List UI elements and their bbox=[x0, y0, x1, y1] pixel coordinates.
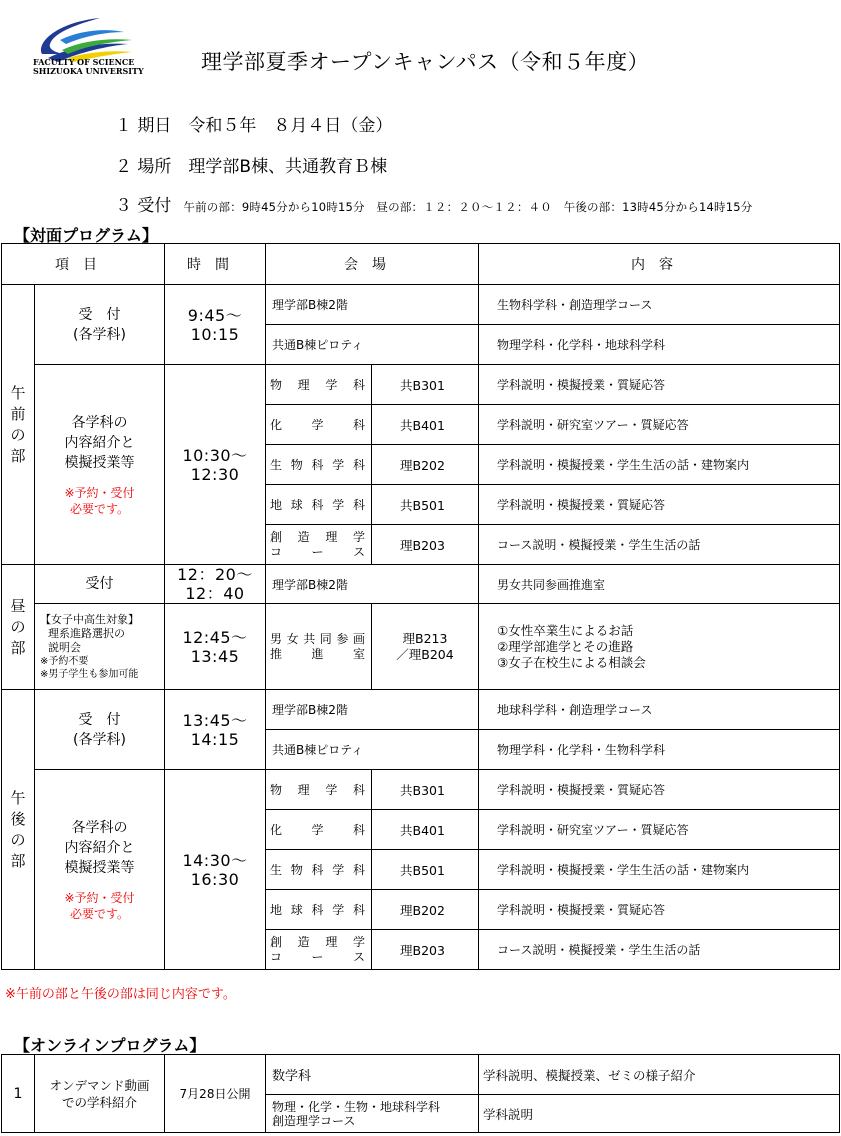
item-line: 模擬授業等 bbox=[64, 859, 135, 876]
dept-char: 学 bbox=[332, 863, 345, 877]
room-cell: 理B202 bbox=[372, 890, 479, 930]
noon-program-time bbox=[165, 604, 266, 690]
morning-reception-time bbox=[165, 285, 266, 365]
room-line: ／理B204 bbox=[396, 646, 454, 662]
online-table bbox=[1, 1054, 840, 1133]
morning-program-time bbox=[165, 365, 266, 565]
time-line: 12:30 bbox=[190, 464, 240, 484]
dept-char: 造 bbox=[297, 529, 310, 544]
label-char: 午 bbox=[10, 383, 26, 402]
dept-cell bbox=[266, 445, 372, 485]
table-row bbox=[2, 690, 840, 730]
afternoon-program-time bbox=[165, 770, 266, 970]
venue-cell: 共通B棟ピロティ bbox=[266, 730, 479, 770]
dept-char: ス bbox=[352, 949, 365, 964]
dept-char: 創 bbox=[270, 934, 283, 949]
section-online: 【オンラインプログラム】 bbox=[14, 1036, 206, 1055]
dept-char: ー bbox=[311, 949, 324, 964]
dept-char: 学 bbox=[332, 903, 345, 917]
item-line: (各学科) bbox=[73, 731, 126, 748]
header-content: 内容 bbox=[479, 244, 840, 285]
dept-char: 学 bbox=[325, 378, 338, 392]
dept-char: 創 bbox=[270, 529, 283, 544]
table-header-row bbox=[2, 244, 840, 285]
content-line: ①女性卒業生によるお話 bbox=[497, 622, 634, 638]
room-cell: 共B501 bbox=[372, 850, 479, 890]
dept-cell bbox=[266, 525, 372, 565]
dept-char: 学 bbox=[332, 498, 345, 512]
dept-char: 物 bbox=[270, 783, 283, 797]
time-line: 12：40 bbox=[185, 584, 245, 603]
time-line: 13:45〜 bbox=[182, 710, 248, 730]
label-char: の bbox=[10, 830, 26, 849]
header-item: 項目 bbox=[2, 244, 165, 285]
dept-char: 学 bbox=[311, 418, 324, 432]
subject-line: 物理・化学・生物・地球科学科 bbox=[272, 1099, 441, 1114]
dept-char: 地 bbox=[270, 903, 283, 917]
dept-char: 地 bbox=[270, 498, 283, 512]
note-line: ※予約・受付 bbox=[64, 890, 135, 905]
dept-char: 科 bbox=[311, 863, 324, 877]
logo-text bbox=[33, 58, 144, 76]
dept-char: 科 bbox=[352, 418, 365, 432]
dept-char: 科 bbox=[311, 903, 324, 917]
content-cell: 物理学科・化学科・地球科学科 bbox=[479, 325, 840, 365]
reception-label: ３ 受付 bbox=[115, 196, 172, 216]
dept-char: 男 bbox=[270, 631, 283, 646]
dept-cell bbox=[266, 930, 372, 970]
dept-char: 理 bbox=[325, 934, 338, 949]
room-cell: 理B203 bbox=[372, 930, 479, 970]
note-line: ※男子学生も参加可能 bbox=[40, 668, 139, 680]
dept-char: 参 bbox=[336, 631, 349, 646]
dept-char: 共 bbox=[303, 631, 316, 646]
info-date: １ 期日 令和５年 ８月４日（金） bbox=[115, 116, 393, 136]
dept-cell bbox=[266, 770, 372, 810]
content-cell: 生物科学科・創造理学コース bbox=[479, 285, 840, 325]
room-cell: 共B401 bbox=[372, 810, 479, 850]
item-line: 【女子中高生対象】 bbox=[40, 612, 139, 626]
label-char: 前 bbox=[10, 404, 26, 423]
item-line: 内容紹介と bbox=[64, 839, 135, 856]
content-cell: 地球科学科・創造理学コース bbox=[479, 690, 840, 730]
dept-cell bbox=[266, 485, 372, 525]
content-cell: 学科説明・模擬授業・学生生活の話・建物案内 bbox=[479, 850, 840, 890]
dept-char: ー bbox=[311, 544, 324, 559]
dept-char: 物 bbox=[290, 458, 303, 472]
online-subject: 数学科 bbox=[266, 1055, 479, 1095]
online-date: 7月28日公開 bbox=[165, 1055, 266, 1133]
note-line: ※予約・受付 bbox=[64, 485, 135, 500]
dept-char: 科 bbox=[352, 458, 365, 472]
label-char: 部 bbox=[10, 638, 26, 657]
info-place: ２ 場所 理学部B棟、共通教育Ｂ棟 bbox=[115, 157, 388, 177]
content-cell: 学科説明・模擬授業・質疑応答 bbox=[479, 890, 840, 930]
dept-char: 球 bbox=[290, 498, 303, 512]
dept-char: 進 bbox=[311, 646, 324, 661]
venue-cell: 理学部B棟2階 bbox=[266, 285, 479, 325]
content-line: ②理学部進学とその進路 bbox=[497, 638, 634, 654]
room-cell: 共B401 bbox=[372, 405, 479, 445]
venue-cell: 理学部B棟2階 bbox=[266, 690, 479, 730]
time-line: 12：20〜 bbox=[177, 565, 253, 584]
table-row bbox=[2, 365, 840, 405]
dept-char: 室 bbox=[352, 646, 365, 661]
dept-char: 物 bbox=[290, 863, 303, 877]
dept-char: 科 bbox=[352, 498, 365, 512]
label-char: の bbox=[10, 425, 26, 444]
item-line: (各学科) bbox=[73, 326, 126, 343]
dept-char: 生 bbox=[270, 863, 283, 877]
dept-char: 学 bbox=[325, 783, 338, 797]
time-line: 12:45〜 bbox=[182, 627, 248, 647]
content-cell: 学科説明・模擬授業・質疑応答 bbox=[479, 770, 840, 810]
room-cell: 共B301 bbox=[372, 365, 479, 405]
item-line: 受付 bbox=[85, 576, 114, 592]
footnote: ※午前の部と午後の部は同じ内容です。 bbox=[5, 987, 236, 1002]
dept-cell bbox=[266, 405, 372, 445]
dept-char: 科 bbox=[352, 863, 365, 877]
label-char: 部 bbox=[10, 446, 26, 465]
dept-char: 物 bbox=[270, 378, 283, 392]
noon-program-item bbox=[35, 604, 165, 690]
dept-cell bbox=[266, 604, 372, 690]
dept-char: 科 bbox=[352, 903, 365, 917]
item-line: 各学科の bbox=[71, 819, 128, 836]
afternoon-program-item bbox=[35, 770, 165, 970]
item-line: 内容紹介と bbox=[64, 434, 135, 451]
dept-char: 学 bbox=[332, 458, 345, 472]
dept-cell bbox=[266, 890, 372, 930]
dept-char: 理 bbox=[297, 378, 310, 392]
venue-cell: 理学部B棟2階 bbox=[266, 565, 479, 604]
room-cell: 共B301 bbox=[372, 770, 479, 810]
time-line: 13:45 bbox=[190, 646, 240, 666]
afternoon-reception-item bbox=[35, 690, 165, 770]
item-line: 各学科の bbox=[71, 414, 128, 431]
dept-char: 推 bbox=[270, 646, 283, 661]
dept-char: 理 bbox=[325, 529, 338, 544]
afternoon-reception-time bbox=[165, 690, 266, 770]
dept-char: 科 bbox=[352, 378, 365, 392]
face-to-face-table bbox=[1, 243, 840, 970]
morning-label bbox=[2, 285, 35, 565]
table-row bbox=[2, 565, 840, 604]
dept-char: 生 bbox=[270, 458, 283, 472]
info-reception bbox=[115, 191, 752, 216]
item-line: での学科紹介 bbox=[61, 1094, 137, 1110]
content-cell: 学科説明・模擬授業・質疑応答 bbox=[479, 485, 840, 525]
dept-cell bbox=[266, 365, 372, 405]
label-char: 昼 bbox=[10, 596, 26, 615]
table-row bbox=[2, 1055, 840, 1095]
section-face-to-face: 【対面プログラム】 bbox=[14, 226, 158, 245]
content-cell: コース説明・模擬授業・学生生活の話 bbox=[479, 525, 840, 565]
dept-char: 球 bbox=[290, 903, 303, 917]
table-row bbox=[2, 604, 840, 690]
label-char: 部 bbox=[10, 851, 26, 870]
dept-char: 学 bbox=[352, 934, 365, 949]
content-cell: 学科説明・研究室ツアー・質疑応答 bbox=[479, 405, 840, 445]
dept-char: ス bbox=[352, 544, 365, 559]
time-line: 14:30〜 bbox=[182, 850, 248, 870]
time-line: 10:15 bbox=[190, 324, 240, 344]
dept-char: 科 bbox=[352, 823, 365, 837]
subject-line: 創造理学コース bbox=[272, 1113, 356, 1128]
note-line: 必要です。 bbox=[69, 501, 130, 516]
note-line: ※予約不要 bbox=[40, 655, 89, 667]
morning-reception-item bbox=[35, 285, 165, 365]
dept-char: 画 bbox=[352, 631, 365, 646]
content-cell: 学科説明・研究室ツアー・質疑応答 bbox=[479, 810, 840, 850]
dept-char: 化 bbox=[270, 418, 283, 432]
room-cell bbox=[372, 604, 479, 690]
online-number: 1 bbox=[2, 1055, 35, 1133]
content-cell: 学科説明、模擬授業、ゼミの様子紹介 bbox=[479, 1055, 840, 1095]
dept-cell bbox=[266, 850, 372, 890]
dept-char: 化 bbox=[270, 823, 283, 837]
room-cell: 共B501 bbox=[372, 485, 479, 525]
online-subject bbox=[266, 1095, 479, 1133]
online-item bbox=[35, 1055, 165, 1133]
logo-line-1: FACULTY OF SCIENCE bbox=[33, 57, 135, 67]
time-line: 16:30 bbox=[190, 869, 240, 889]
room-line: 理B213 bbox=[402, 630, 448, 646]
afternoon-label bbox=[2, 690, 35, 970]
dept-char: 同 bbox=[319, 631, 332, 646]
item-line: 受 付 bbox=[78, 306, 121, 323]
time-line: 10:30〜 bbox=[182, 445, 248, 465]
content-cell bbox=[479, 604, 840, 690]
dept-char: 理 bbox=[297, 783, 310, 797]
label-char: 午 bbox=[10, 788, 26, 807]
room-cell: 理B202 bbox=[372, 445, 479, 485]
content-cell: 学科説明・模擬授業・質疑応答 bbox=[479, 365, 840, 405]
noon-label bbox=[2, 565, 35, 690]
time-line: 9:45〜 bbox=[187, 305, 243, 325]
table-row bbox=[2, 770, 840, 810]
label-char: 後 bbox=[10, 809, 26, 828]
dept-char: 科 bbox=[311, 498, 324, 512]
header-time: 時間 bbox=[165, 244, 266, 285]
dept-char: 科 bbox=[311, 458, 324, 472]
dept-char: 造 bbox=[297, 934, 310, 949]
page-title: 理学部夏季オープンキャンパス（令和５年度） bbox=[201, 50, 650, 74]
item-line: 受 付 bbox=[78, 711, 121, 728]
content-line: ③女子在校生による相談会 bbox=[497, 654, 646, 670]
room-cell: 理B203 bbox=[372, 525, 479, 565]
label-char: の bbox=[10, 617, 26, 636]
noon-reception-item bbox=[35, 565, 165, 604]
dept-char: 女 bbox=[286, 631, 299, 646]
dept-char: コ bbox=[270, 544, 283, 559]
content-cell: コース説明・模擬授業・学生生活の話 bbox=[479, 930, 840, 970]
dept-char: 学 bbox=[311, 823, 324, 837]
dept-char: コ bbox=[270, 949, 283, 964]
content-cell: 学科説明・模擬授業・学生生活の話・建物案内 bbox=[479, 445, 840, 485]
content-cell: 学科説明 bbox=[479, 1095, 840, 1133]
dept-cell bbox=[266, 810, 372, 850]
time-line: 14:15 bbox=[190, 729, 240, 749]
table-row bbox=[2, 285, 840, 325]
note-line: 必要です。 bbox=[69, 906, 130, 921]
item-line: 理系進路選択の bbox=[48, 626, 125, 640]
header-venue: 会場 bbox=[266, 244, 479, 285]
logo-line-2: SHIZUOKA UNIVERSITY bbox=[33, 66, 144, 76]
item-line: 模擬授業等 bbox=[64, 454, 135, 471]
dept-char: 科 bbox=[352, 783, 365, 797]
reception-detail: 午前の部：9時45分から10時15分 昼の部：１２：２０〜１２：４０ 午後の部：13時45分から14時15分 bbox=[183, 200, 753, 214]
noon-reception-time bbox=[165, 565, 266, 604]
morning-program-item bbox=[35, 365, 165, 565]
item-line: 説明会 bbox=[48, 640, 81, 654]
item-line: オンデマンド動画 bbox=[49, 1077, 150, 1093]
venue-cell: 共通B棟ピロティ bbox=[266, 325, 479, 365]
content-cell: 物理学科・化学科・生物科学科 bbox=[479, 730, 840, 770]
dept-char: 学 bbox=[352, 529, 365, 544]
content-cell: 男女共同参画推進室 bbox=[479, 565, 840, 604]
